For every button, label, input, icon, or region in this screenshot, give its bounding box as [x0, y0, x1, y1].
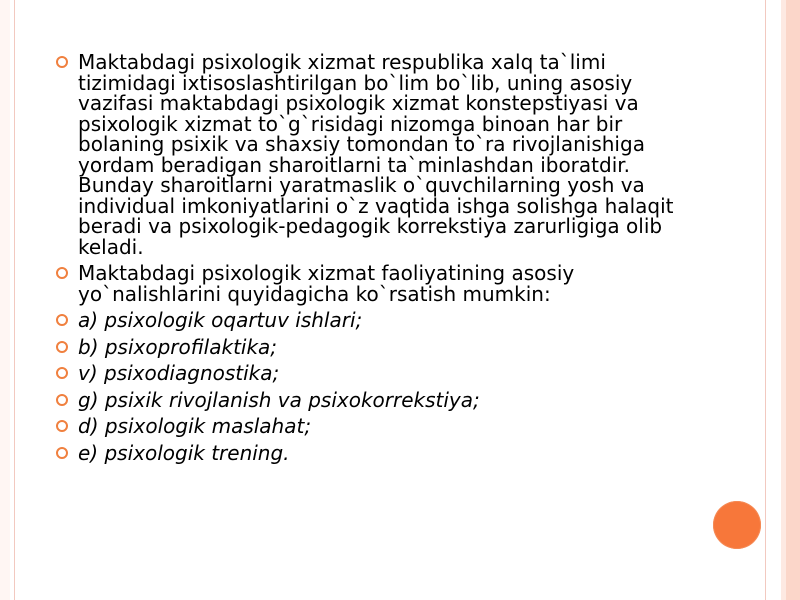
hollow-circle-bullet-icon [56, 367, 68, 379]
orange-circle-decoration [713, 501, 761, 549]
list-item [56, 416, 706, 437]
list-item [56, 310, 706, 331]
list-item [56, 387, 706, 412]
list-item [56, 52, 706, 257]
hollow-circle-bullet-icon [56, 447, 68, 459]
slide-content [56, 52, 706, 469]
bullet-text: b) psixoprofilaktika; [78, 334, 278, 359]
bullet-text: d) psixologik maslahat; [78, 414, 312, 438]
bullet-list [56, 52, 706, 463]
bullet-text: g) psixik rivojlanish va psixokorrekstiya; [78, 387, 480, 412]
hollow-circle-bullet-icon [56, 420, 68, 432]
bullet-text: e) psixologik trening. [78, 440, 290, 465]
bullet-text: a) psixologik oqartuv ishlari; [78, 308, 363, 332]
hollow-circle-bullet-icon [56, 341, 68, 353]
left-edge-stripe [0, 0, 10, 600]
hollow-circle-bullet-icon [56, 56, 68, 68]
list-item [56, 363, 706, 384]
hollow-circle-bullet-icon [56, 314, 68, 326]
bullet-text: Maktabdagi psixologik xizmat respublika xalq ta`limi tizimidagi ixtisoslashtirilgan bo`lim bo`lib, uning asosiy vazifasi maktabdagi psixologik xizmat konstepstiyasi va psixologik xizmat to`g`risidagi nizomga binoan har bir bolaning psixik va shaxsiy tomondan to`ra rivojlanishiga yordam beradigan sharoitlarni ta`minlashdan iboratdir. Bunday sharoitlarni yaratmaslik o`quvchilarning yosh va individual imkoniyatlarini o`z vaqtida ishga solishga halaqit beradi va psixologik-pedagogik korrekstiya zarurligiga olib keladi. [78, 50, 674, 259]
hollow-circle-bullet-icon [56, 394, 68, 406]
right-edge-stripe [786, 0, 800, 600]
list-item [56, 263, 706, 304]
list-item [56, 440, 706, 465]
bullet-text: v) psixodiagnostika; [78, 361, 280, 385]
bullet-text: Maktabdagi psixologik xizmat faoliyatining asosiy yo`nalishlarini quyidagicha ko`rsatish mumkin: [78, 261, 575, 306]
list-item [56, 334, 706, 359]
hollow-circle-bullet-icon [56, 267, 68, 279]
